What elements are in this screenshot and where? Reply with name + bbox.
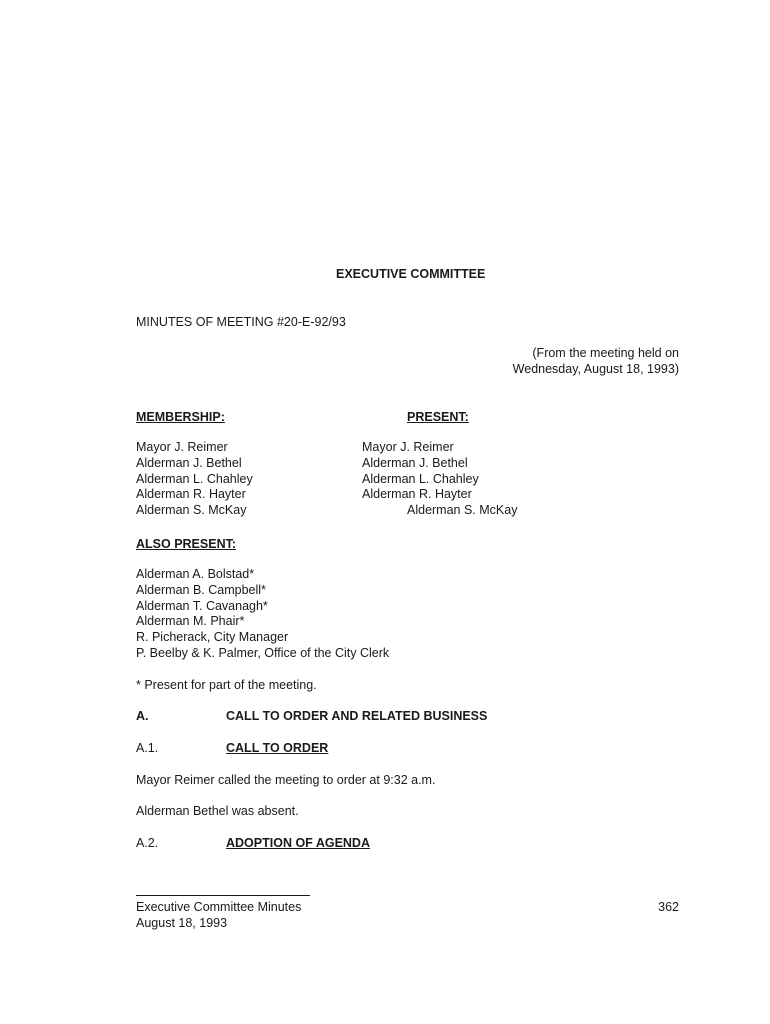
- section-number: A.: [136, 709, 149, 723]
- section-number: A.2.: [136, 836, 159, 850]
- membership-heading: MEMBERSHIP:: [136, 410, 225, 424]
- membership-list: [136, 440, 253, 519]
- section-title: CALL TO ORDER AND RELATED BUSINESS: [226, 709, 488, 723]
- minutes-label: MINUTES OF MEETING #20-E-92/93: [136, 315, 346, 329]
- section-title: CALL TO ORDER: [226, 741, 329, 755]
- present-list: [362, 440, 517, 519]
- footer-date: August 18, 1993: [136, 916, 228, 930]
- page-number: 362: [658, 900, 679, 914]
- document-title: EXECUTIVE COMMITTEE: [336, 267, 486, 281]
- list-item: Alderman T. Cavanagh*: [136, 598, 268, 613]
- list-item: Alderman J. Bethel: [136, 455, 242, 470]
- list-item: Mayor J. Reimer: [362, 440, 454, 454]
- footer-rule: [136, 895, 310, 896]
- list-item: Alderman B. Campbell*: [136, 582, 266, 597]
- list-item: Alderman S. McKay: [136, 503, 247, 518]
- footer-title: Executive Committee Minutes: [136, 900, 302, 914]
- also-present-list: [136, 567, 389, 662]
- paragraph: Alderman Bethel was absent.: [136, 804, 299, 818]
- section-title: ADOPTION OF AGENDA: [226, 836, 370, 850]
- list-item: P. Beelby & K. Palmer, Office of the City Clerk: [136, 645, 390, 660]
- meeting-note-line: (From the meeting held on: [532, 346, 679, 360]
- list-item: Alderman L. Chahley: [136, 471, 253, 486]
- meeting-note-line: Wednesday, August 18, 1993): [512, 362, 679, 376]
- list-item: Alderman A. Bolstad*: [136, 567, 255, 581]
- also-present-heading: ALSO PRESENT:: [136, 537, 237, 551]
- list-item: Alderman M. Phair*: [136, 614, 245, 629]
- list-item: R. Picherack, City Manager: [136, 630, 289, 645]
- list-item: Alderman R. Hayter: [136, 487, 246, 502]
- list-item: Alderman J. Bethel: [362, 455, 468, 470]
- paragraph: Mayor Reimer called the meeting to order at 9:32 a.m.: [136, 773, 436, 787]
- section-number: A.1.: [136, 741, 159, 755]
- present-heading: PRESENT:: [407, 410, 469, 424]
- list-item: Alderman R. Hayter: [362, 487, 472, 502]
- list-item: Alderman S. McKay: [407, 503, 518, 518]
- footnote: * Present for part of the meeting.: [136, 678, 317, 692]
- meeting-note: [513, 345, 679, 377]
- list-item: Mayor J. Reimer: [136, 440, 228, 454]
- list-item: Alderman L. Chahley: [362, 471, 479, 486]
